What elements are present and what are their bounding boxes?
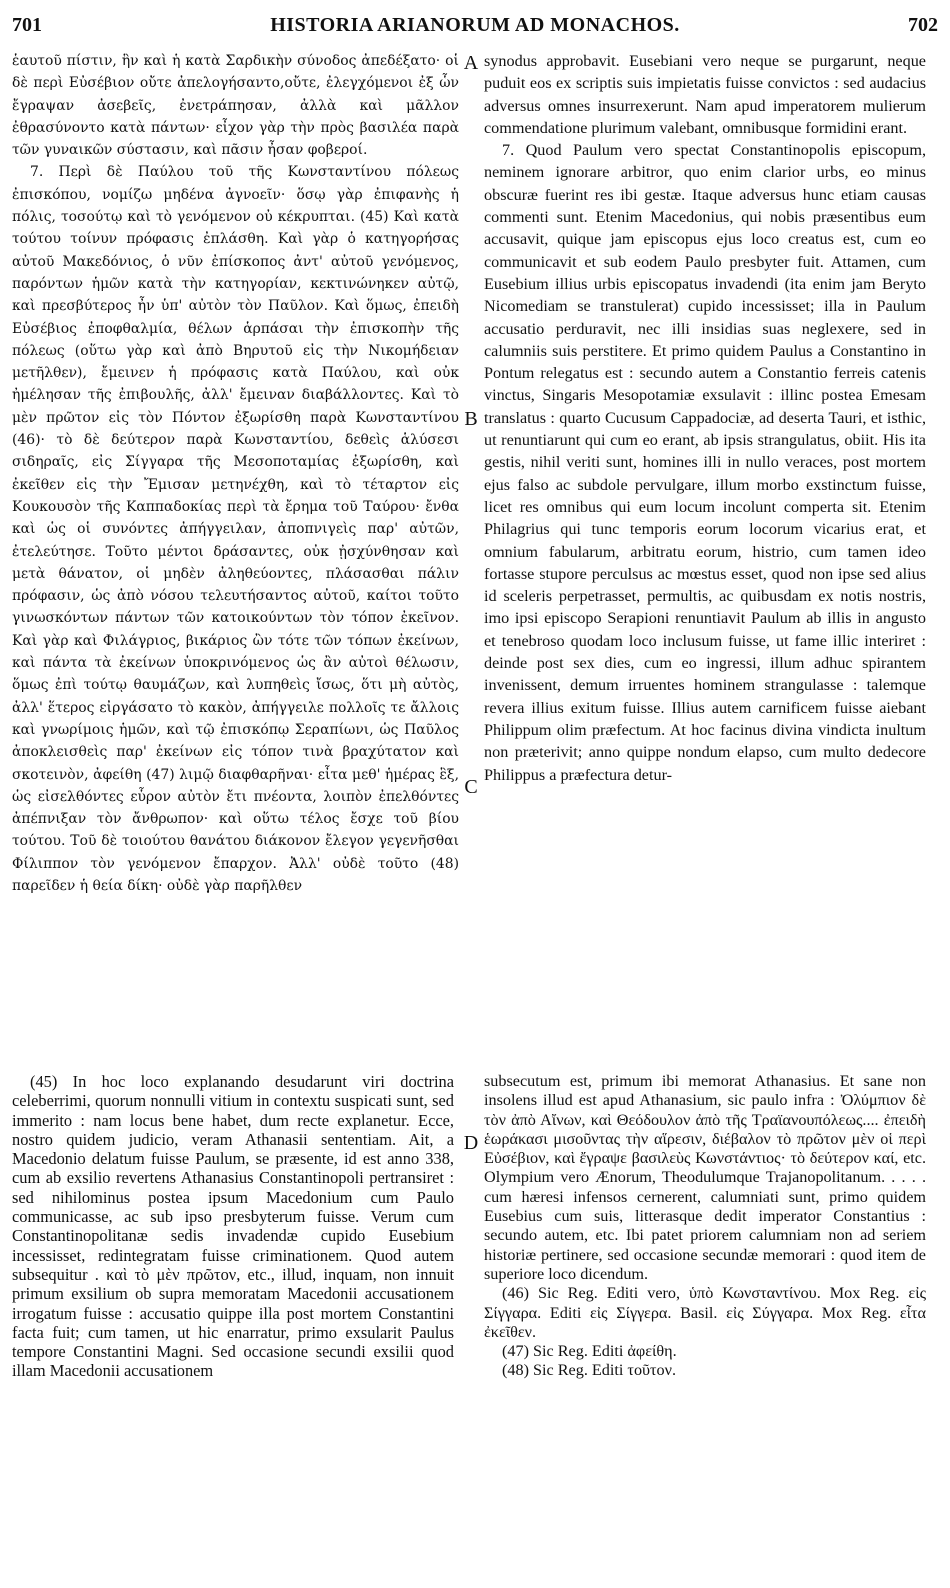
latin-paragraph-1: synodus approbavit. Eusebiani vero neque se purgarunt, neque puduit eos ex scriptis suis impietatis fuisse convictos : sed audacius adversus omnes insurrexerunt. Nam apud imperatorem mulierum commendatione plurimum valebant, omnibusque formidini erant. [484, 52, 926, 137]
margin-letter-c: C [464, 776, 478, 798]
greek-paragraph-2: 7. Περὶ δὲ Παύλου τοῦ τῆς Κωνσταντίνου πόλεως ἐπισκόπου, νομίζω μηδένα ἀγνοεῖν· ὅσῳ γὰρ ἐπιφανὴς ἡ πόλις, τοσούτῳ καὶ τὸ γενόμενον οὐ κέκρυπται. (45) Καὶ κατὰ τούτου τοίνυν πρόφασις ἐπλάσθη. Καὶ γὰρ ὁ κατηγορήσας αὐτοῦ Μακεδόνιος, ὁ νῦν ἐπίσκοπος ἀντ' αὐτοῦ γενόμενος, παρόντων ἡμῶν κατὰ τὴν κατηγορίαν, κεκτινώνηκεν αὐτῷ, καὶ πρεσβύτερος ἦν ὑπ' αὐτὸν τὸν Παῦλον. Καὶ ὅμως, ἐπειδὴ Εὐσέβιος ἐποφθαλμία, θέλων ἁρπάσαι τὴν ἐπισκοπὴν τῆς πόλεως (οὕτω γὰρ καὶ ἀπὸ Βηρυτοῦ εἰς τὴν Νικομήδειαν μετῆλθεν), ἔμεινεν ἡ πρόφασις κατὰ Παύλου, καὶ οὐκ ἠμέλησαν τῆς ἐπιβουλῆς, ἀλλ' ἔμειναν διαβάλλοντες. Καὶ τὸ μὲν πρῶτον εἰς τὸν Πόντον ἐξωρίσθη παρὰ Κωνσταντίνου (46)· τὸ δὲ δεύτερον παρὰ Κωνσταντίου, δεθεὶς ἁλύσεσι σιδηραῖς, εἰς Σίγγαρα τῆς Μεσοποταμίας ἐξωρίσθη, καὶ ἐκεῖθεν εἰς τὴν Ἔμισαν μετηνέχθη, καὶ τὸ τέταρτον εἰς Κουκουσὸν τῆς Καππαδοκίας περὶ τὰ ἔρημα τοῦ Ταύρου· ἔνθα καὶ ὡς οἱ συνόντες ἀπήγγειλαν, ἀποπνιγεὶς παρ' αὐτῶν, ἐτελεύτησε. Τοῦτο μέντοι δράσαντες, οὐκ ᾐσχύνθησαν καὶ μετὰ θάνατον, οἱ μηδὲν ἀληθεύοντες, πλάσασθαι πάλιν πρόφασιν, ὡς ἀπὸ νόσου τελευτήσαντος αὐτοῦ, καίτοι τοῦτο γινωσκόντων πάντων τῶν κατοικούντων τὸν τόπον ἐκεῖνον. Καὶ γὰρ καὶ Φιλάγριος, βικάριος ὢν τότε τῶν τόπων ἐκείνων, καὶ πάντα τὰ ἐκείνων ὑποκρινόμενος ὡς ἂν αὐτοὶ θέλωσιν, ὅμως ἐπὶ τούτῳ θαυμάζων, καὶ λυπηθεὶς ἴσως, ὅτι μὴ αὐτὸς, ἀλλ' ἕτερος εἰργάσατο τὸ κακὸν, ἀπήγγειλε πολλοῖς τε ἄλλοις καὶ γνωρίμοις ἡμῶν, καὶ τῷ ἐπισκόπῳ Σεραπίωνι, ὡς Παῦλος ἀποκλεισθεὶς παρ' ἐκείνων εἰς τόπον τινὰ βραχύτατον καὶ σκοτεινὸν, ἀφείθη (47) λιμῷ διαφθαρῆναι· εἶτα μεθ' ἡμέρας ἓξ, ὡς εἰσελθόντες εὗρον αὐτὸν ἔτι πνέοντα, λοιπὸν ἐπελθόντες ἀπέπνιξαν τὸν ἄνθρωπον· καὶ οὕτω τέλος ἔσχε τοῦ βίου τούτου. Τοῦ δὲ τοιούτου θανάτου διάκονον ἔλεγον γεγενῆσθαι Φίλιππον τὸν γενόμενον ἔπαρχον. Ἀλλ' οὐδὲ τοῦτο (48) παρεῖδεν ἡ θεία δίκη· οὐδὲ γὰρ παρῆλθεν [12, 164, 459, 894]
margin-letter-a: A [463, 52, 479, 74]
page-number-right: 702 [908, 14, 938, 36]
greek-text-column [12, 50, 459, 1045]
footnote-48: (48) Sic Reg. Editi τοῦτον. [502, 1361, 677, 1380]
latin-text-column [484, 50, 926, 1045]
footnotes-left-column [12, 1072, 454, 1472]
greek-paragraph-1: ἑαυτοῦ πίστιν, ἣν καὶ ἡ κατὰ Σαρδικὴν σύνοδος ἀπεδέξατο· οἱ δὲ περὶ Εὐσέβιον οὔτε ἀπελογήσαντο,οὔτε, ἐλεγχόμενοι ἐξ ὧν ἔγραψαν ἀσεβεῖς, ἐνετράπησαν, ἀλλὰ καὶ μᾶλλον ἐθρασύνοντο κατὰ πάντων· εἶχον γὰρ τὴν πρὸς βασιλέα παρὰ τῶν γυναικῶν σύστασιν, καὶ πᾶσιν ἦσαν φοβεροί. [12, 53, 459, 159]
latin-paragraph-2: 7. Quod Paulum vero spectat Constantinopolis episcopum, neminem ignorare arbitror, quo enim clarior urbs, eo minus obscuræ fuerint res ibi gestæ. Itaque adversus hunc etiam causas commenti sunt. Etenim Macedonius, qui nobis præsentibus eum accusavit, quique jam episcopus ejus loco creatus est, cum eo communicavit et sub eodem Paulo presbyter fuit. Attamen, cum Eusebium illius urbis episcopatus invadendi (ita enim jam Beryto Nicomediam se transtulerat) cupido incessisset; illa in Paulum accusatio perduravit, nec illi insidias suas neglexere, sed in calumniis suis perstitere. Et primo quidem Paulus a Constantino in Pontum relegatus est : secundo autem a Constantio ferreis catenis vinctus, Singaris Mesopotamiæ exsulavit : illinc postea Emesam translatus : quarto Cucusum Cappadociæ, ad deserta Tauri, et isthic, ut renuntiarunt qui cum eo erant, ab ipsis strangulatus, obiit. His ita gestis, nihil veriti sunt, homines illi in nullo veraces, post mortem ejus falso ac subdole pervulgare, illum morbo exstinctum fuisse, licet res omnibus qui eum locum incolunt comperta sit. Etenim Philagrius qui tunc temporis eorum locorum vicarius erat, et omnium fabularum, arbitratu eorum, histrio, cum tamen ideo fortasse stupore perculsus ac mœstus esset, quod non ipse sed alius id sceleris perpetrasset, permultis, ac quibusdam ex notis nostris, imo ipsi episcopo Serapioni renuntiavit Paulum ab illis in angusto et tenebroso quodam loco inclusum fuisse, ut fame illic interiret : deinde post sex dies, cum eo ingressi, illum adhuc spirantem invenissent, demum irruentes hominem strangulasse : talemque revera illius exitum fuisse. Illius autem carnificem fuisse aiebant Philippum olim præfectum. At hoc facinus divina vindicta inultum non præterivit; anno quippe nondum elapso, cum multo dedecore Philippus a præfectura detur- [484, 141, 926, 784]
footnotes-right-column [484, 1072, 926, 1472]
page-number-left: 701 [12, 14, 42, 36]
footnote-45: (45) In hoc loco explanando desudarunt viri doctrina celeberrimi, quorum nonnulli vitium in contextu suspicati sunt, sed immerito : nam locus bene habet, dum recte explanetur. Ecce, nostro quidem judicio, veram Athanasii sententiam. Ait, a Macedonio delatum fuisse Paulum, se præsente, id est anno 338, cum ab exsilio revertens Athanasius Constantinopoli pertransiret : sed nihilominus postea ipsum Macedonium cum Paulo communicasse, ac sub ipso presbyterum fuisse. Verum cum Constantinopolitanæ sedis invadendæ cupido Eusebium incessisset, redintegratam fuisse criminationem. Quod autem subsequitur . καὶ τὸ μὲν πρῶτον, etc., illud, inquam, non innuit primum exsilium ob supra memoratam Macedonii accusationem irrogatum fuisse : accusatio quippe illa post mortem Constantini facta fuit; cum tamen, ut hic enarratur, primo exsularit Paulus tempore Constantini Magni. Sed occasione secundi exsilii quod illam Macedonii accusationem [12, 1072, 454, 1381]
margin-letter-d: D [463, 1132, 479, 1154]
margin-letter-b: B [464, 408, 478, 430]
running-header [12, 14, 938, 44]
footnote-47: (47) Sic Reg. Editi ἀφείθη. [502, 1342, 677, 1361]
footnote-45-continued: subsecutum est, primum ibi memorat Athanasius. Et sane non insolens illud est apud Athanasium, sic paulo infra : Ὀλύμπιον δὲ τὸν ἀπὸ Αἴνων, καὶ Θεόδουλον ἀπὸ τῆς Τραϊανουπόλεως.... ἐπειδὴ ἑωράκασι μισοῦντας τὴν αἵρεσιν, διέβαλον τὸ πρῶτον μὲν οἱ περὶ Εὐσέβιον, καὶ ἔγραψε βασιλεὺς Κωνστάντιος· τὸ δεύτερον καί, etc. Olympium vero Ænorum, Theodulumque Trajanopolitanum. . . . . cum hæresi infensos cernerent, calumniati sunt, primo quidem Eusebius cum suis, litterasque dedit imperator Constantius : secundo autem, etc. Ibi patet priorem calumniam non ad seriem historiæ pertinere, sed occasione secundæ memorari : quod item de superiore loco dicendum. [484, 1072, 926, 1283]
footnote-46: (46) Sic Reg. Editi vero, ὑπὸ Κωνσταντίνου. Mox Reg. εἰς Σίγγαρα. Editi εἰς Σίγγερα. Basil. εἰς Σύγγαρα. Mox Reg. εἶτα ἐκεῖθεν. [484, 1284, 926, 1341]
running-title: HISTORIA ARIANORUM AD MONACHOS. [270, 14, 680, 36]
